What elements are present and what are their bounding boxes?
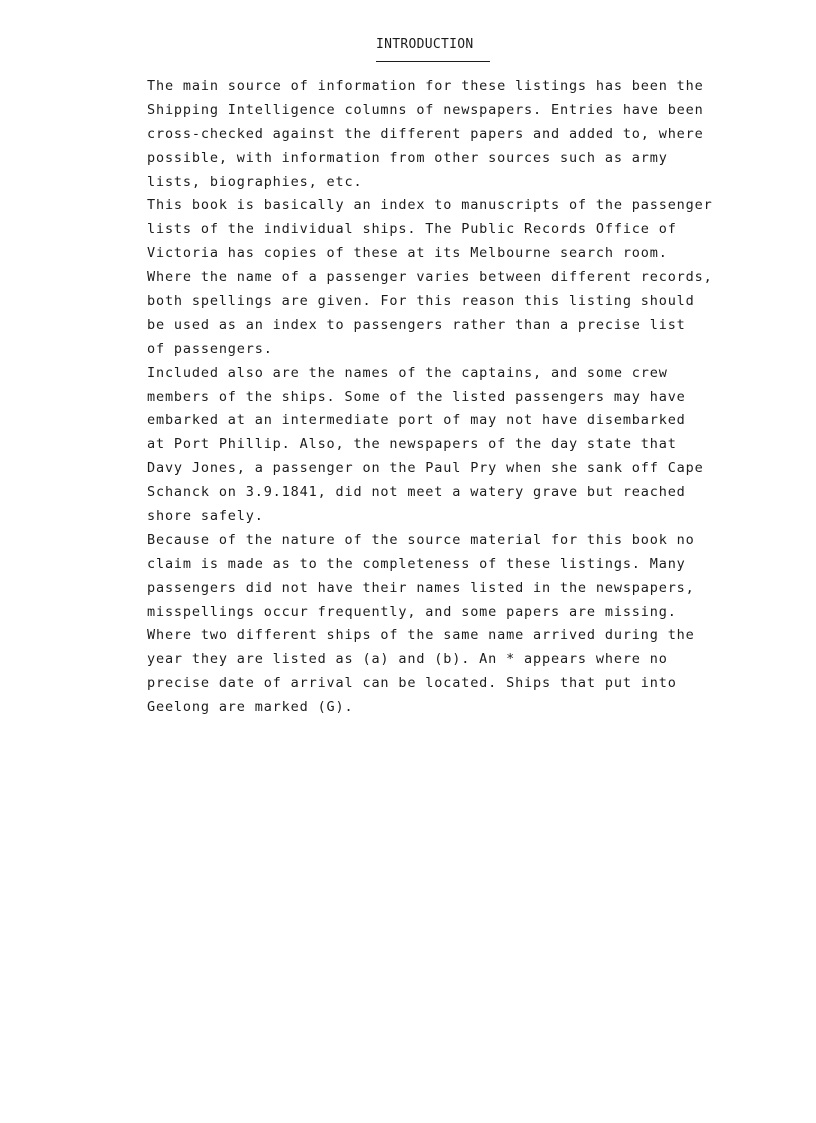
text-line: claim is made as to the completeness of these listings. Many: [147, 555, 686, 572]
text-line: Victoria has copies of these at its Melbourne search room.: [147, 245, 668, 262]
text-line: lists of the individual ships. The Public Records Office of: [147, 221, 677, 238]
title-underline: [376, 61, 490, 62]
text-line: Davy Jones, a passenger on the Paul Pry when she sank off Cape: [147, 460, 704, 477]
text-line: at Port Phillip. Also, the newspapers of the day state that: [147, 436, 677, 453]
text-line: Where two different ships of the same name arrived during the: [147, 627, 695, 644]
text-line: Where the name of a passenger varies between different records,: [147, 269, 713, 286]
text-line: members of the ships. Some of the listed passengers may have: [147, 388, 686, 405]
text-line: be used as an index to passengers rather than a precise list: [147, 316, 686, 333]
text-line: year they are listed as (a) and (b). An * appears where no: [147, 651, 668, 668]
text-line: of passengers.: [147, 340, 273, 357]
page-title: INTRODUCTION: [376, 37, 474, 52]
introduction-body: [147, 75, 787, 720]
text-line: shore safely.: [147, 508, 264, 525]
text-line: The main source of information for these listings has been the: [147, 78, 704, 94]
text-line: This book is basically an index to manuscripts of the passenger: [147, 197, 713, 214]
text-line: Included also are the names of the captains, and some crew: [147, 364, 668, 381]
text-line: Schanck on 3.9.1841, did not meet a watery grave but reached: [147, 484, 686, 501]
text-line: possible, with information from other sources such as army: [147, 149, 668, 166]
text-line: both spellings are given. For this reason this listing should: [147, 293, 695, 310]
text-line: lists, biographies, etc.: [147, 173, 363, 190]
text-line: cross-checked against the different papers and added to, where: [147, 125, 704, 142]
text-line: Shipping Intelligence columns of newspapers. Entries have been: [147, 101, 704, 118]
text-line: Geelong are marked (G).: [147, 699, 354, 716]
text-line: passengers did not have their names listed in the newspapers,: [147, 579, 695, 596]
text-line: Because of the nature of the source material for this book no: [147, 531, 695, 548]
text-line: misspellings occur frequently, and some papers are missing.: [147, 603, 677, 620]
text-line: precise date of arrival can be located. Ships that put into: [147, 675, 677, 692]
text-line: embarked at an intermediate port of may not have disembarked: [147, 412, 686, 429]
